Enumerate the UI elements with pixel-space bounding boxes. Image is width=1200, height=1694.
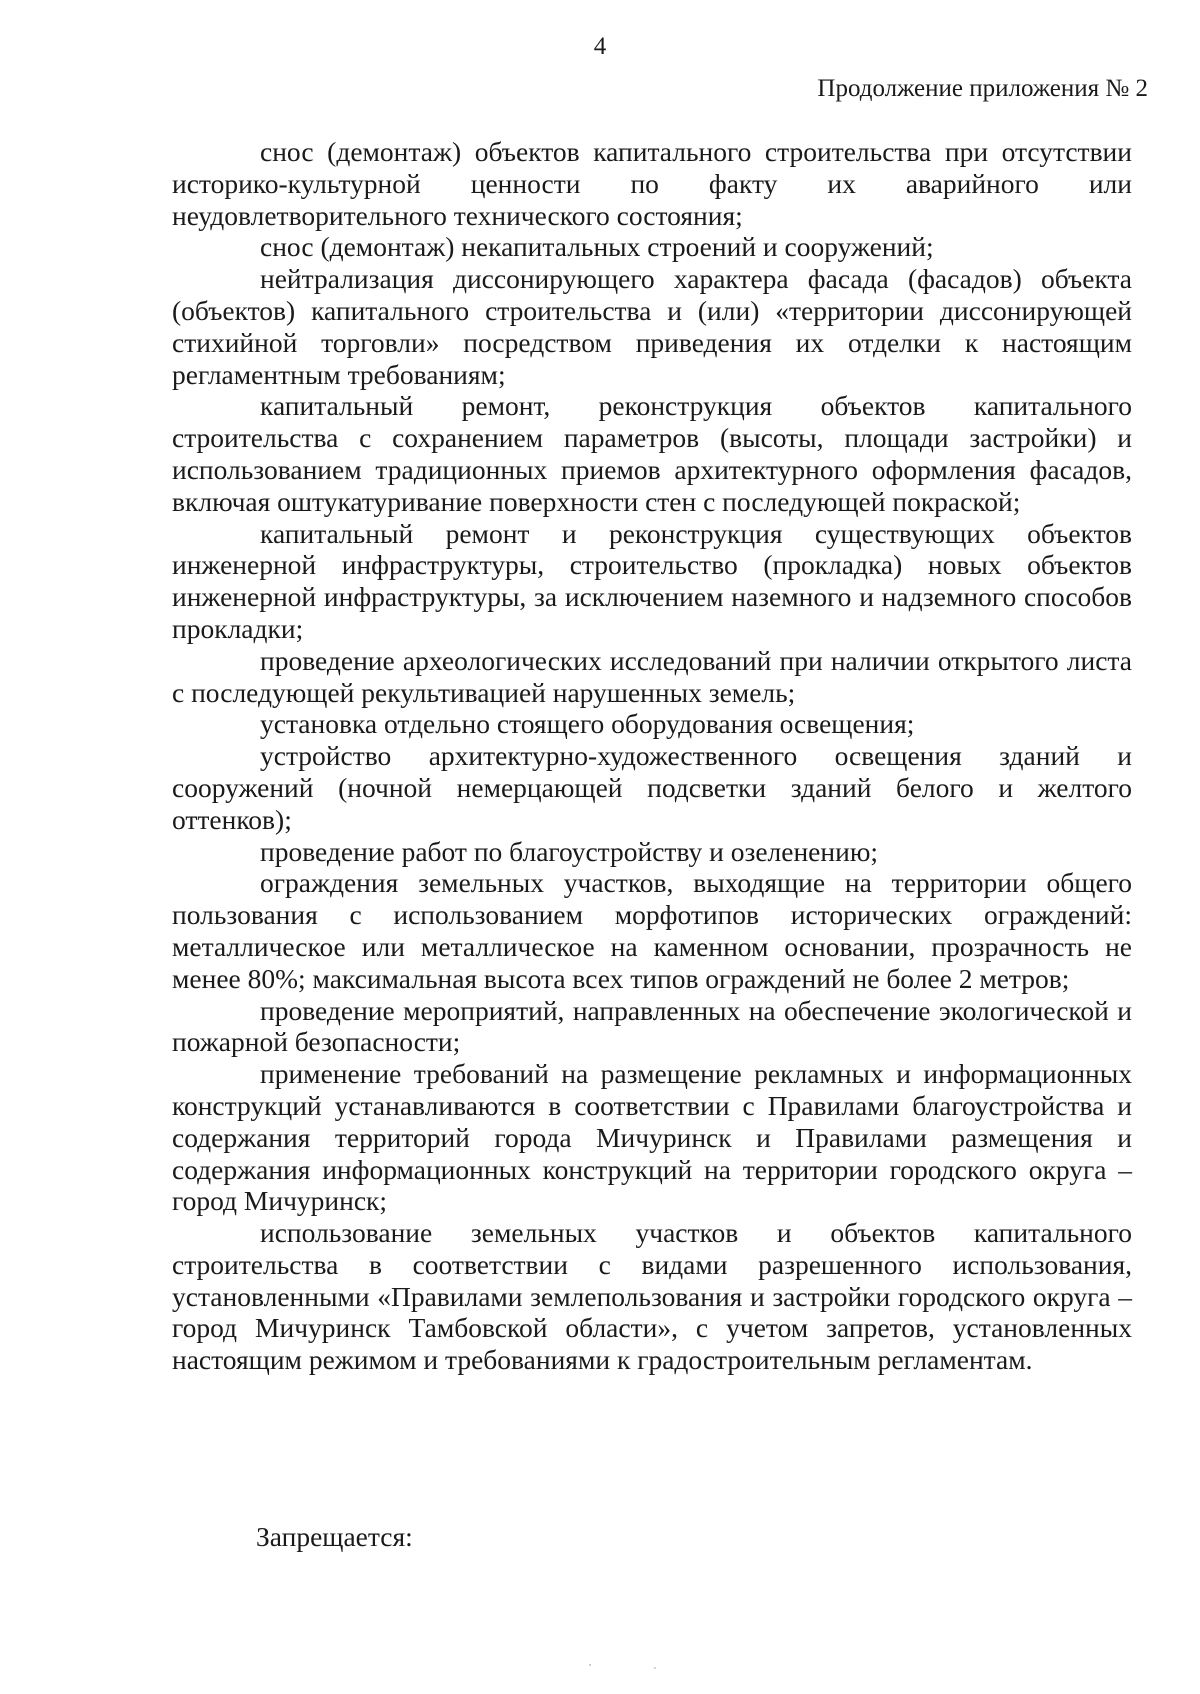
paragraph-architectural-lighting: устройство архитектурно-художественного освещения зданий и сооружений (ночной немерцающей подсветки зданий белого и желтого оттенков); — [172, 740, 1132, 835]
document-body — [172, 136, 1132, 1376]
page-number: 4 — [593, 33, 607, 60]
forbidden-heading: Запрещается: — [256, 1521, 413, 1552]
paragraph-advertising-structures: применение требований на размещение рекламных и информационных конструкций устанавливаются в соответствии с Правилами благоустройства и содержания территорий города Мичуринск и Правилами размещения и содержания информационных конструкций на территории городского округа – город Мичуринск; — [172, 1058, 1132, 1217]
paragraph-facade-neutralization: нейтрализация диссонирующего характера фасада (фасадов) объекта (объектов) капитального строительства и (или) «территории диссонирующей стихийной торговли» посредством приведения их отделки к настоящим регламентным требованиям; — [172, 263, 1132, 390]
paragraph-landscaping: проведение работ по благоустройству и озеленению; — [260, 835, 878, 867]
paragraph-safety-measures: проведение мероприятий, направленных на обеспечение экологической и пожарной безопасности; — [172, 994, 1132, 1058]
scan-speck — [589, 1664, 591, 1666]
paragraph-archaeology: проведение археологических исследований при наличии открытого листа с последующей рекультивацией нарушенных земель; — [172, 644, 1132, 708]
paragraph-land-use: использование земельных участков и объектов капитального строительства в соответствии с видами разрешенного использования, установленными «Правилами землепользования и застройки городского округа – город Мичуринск Тамбовской области», с учетом запретов, установленных настоящим режимом и требованиями к градостроительным регламентам. — [172, 1217, 1132, 1376]
paragraph-demolition-capital: снос (демонтаж) объектов капитального строительства при отсутствии историко-культурной ценности по факту их аварийного или неудовлетворительного технического состояния; — [172, 136, 1132, 231]
paragraph-capital-repair: капитальный ремонт, реконструкция объектов капитального строительства с сохранением параметров (высоты, площади застройки) и использованием традиционных приемов архитектурного оформления фасадов, включая оштукатуривание поверхности стен с последующей покраской; — [172, 390, 1132, 517]
scan-speck — [654, 1667, 656, 1669]
paragraph-fencing: ограждения земельных участков, выходящие на территории общего пользования с использованием морфотипов исторических ограждений: металлическое или металлическое на каменном основании, прозрачность не менее 80%; максимальная высота всех типов ограждений не более 2 метров; — [172, 867, 1132, 994]
paragraph-demolition-noncapital: снос (демонтаж) некапитальных строений и сооружений; — [260, 231, 934, 263]
paragraph-engineering-infrastructure: капитальный ремонт и реконструкция существующих объектов инженерной инфраструктуры, строительство (прокладка) новых объектов инженерной инфраструктуры, за исключением наземного и надземного способов прокладки; — [172, 517, 1132, 644]
appendix-continuation-note: Продолжение приложения № 2 — [817, 75, 1148, 102]
paragraph-lighting-equipment: установка отдельно стоящего оборудования освещения; — [260, 708, 915, 740]
